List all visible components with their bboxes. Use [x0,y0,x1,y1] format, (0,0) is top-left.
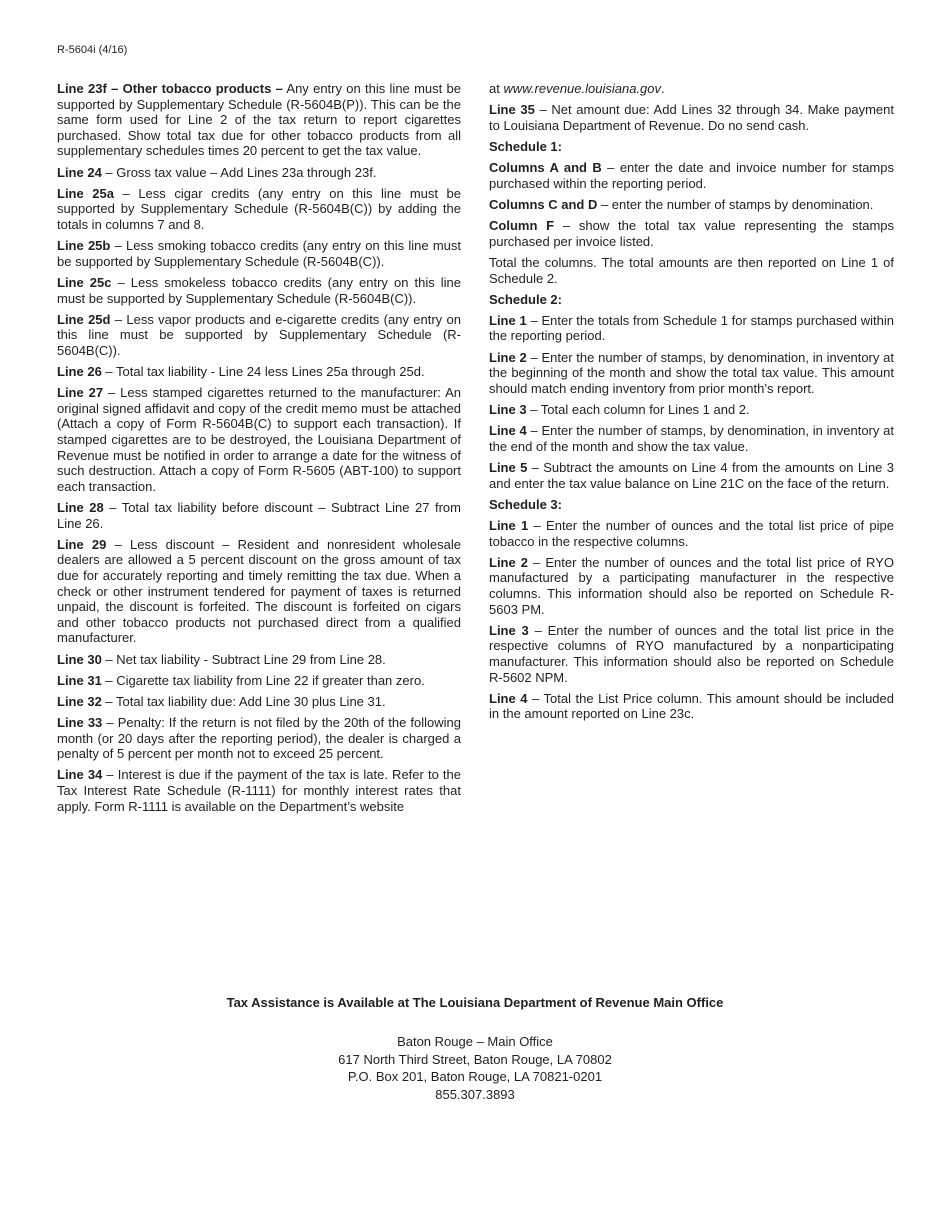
line-label: Line 35 [489,102,535,118]
line-32 [57,694,461,710]
schedule-2-line-1 [489,313,894,344]
street-address: 617 North Third Street, Baton Rouge, LA 70802 [338,1051,612,1067]
line-text: – Total tax liability due: Add Line 30 plus Line 31. [101,693,386,709]
line-25b [57,238,461,269]
line-text: – Total the List Price column. This amount should be included in the amount reported on Line 23c. [489,690,894,722]
line-text: – Enter the number of ounces and the total list price of RYO manufactured by a participating manufacturer in the respective columns. This information should also be reported on Schedule R-5603 PM. [489,554,894,617]
line-label: Columns C and D [489,196,598,212]
line-25a [57,186,461,233]
line-text: – Enter the number of stamps, by denomination, in inventory at the end of the month and show the tax value. [489,423,894,454]
line-label: Line 3 [489,402,527,418]
schedule-1-columns-a-b [489,160,894,191]
line-label: Line 25c [57,274,112,290]
line-text: – enter the date and invoice number for stamps purchased within the reporting period. [489,160,894,191]
schedule-1-heading: Schedule 1: [489,138,562,154]
line-28 [57,500,461,531]
line-text: – Total each column for Lines 1 and 2. [526,402,750,418]
schedule-3-heading: Schedule 3: [489,496,562,512]
line-label: Line 5 [489,460,528,475]
line-text: – Less vapor products and e-cigarette credits (any entry on this line must be supported by Supplementary Schedule (R-5604B(C)). [57,311,461,358]
line-text: Total the columns. The total amounts are then reported on Line 1 of Schedule 2. [489,254,894,286]
form-id: R-5604i (4/16) [57,44,128,56]
footer-title: Tax Assistance is Available at The Louisiana Department of Revenue Main Office [226,995,724,1010]
line-25d [57,312,461,359]
line-text: – Net tax liability - Subtract Line 29 from Line 28. [101,651,386,667]
schedule-3-line-1 [489,518,894,549]
line-label: Line 27 [57,385,104,401]
line-30 [57,652,461,668]
line-text: – enter the number of stamps by denomination. [597,196,874,212]
line-text: – Cigarette tax liability from Line 22 if greater than zero. [101,672,425,688]
schedule-3-line-4 [489,691,894,722]
schedule-3-line-2 [489,555,894,617]
line-29 [57,537,461,646]
line-label: Line 2 [489,349,527,365]
line-label: Line 4 [489,690,528,706]
line-35 [489,102,894,133]
line-31 [57,673,461,689]
po-box-address: P.O. Box 201, Baton Rouge, LA 70821-0201 [347,1069,603,1085]
line-label: Columns A and B [489,160,602,176]
schedule-2-heading: Schedule 2: [489,291,562,307]
line-label: Line 29 [57,536,107,552]
line-text: – Less cigar credits (any entry on this line must be supported by Supplementary Schedule (R-5604B(C)) by adding the totals in columns 7 and 8. [57,185,462,232]
line-label: Column F [489,218,555,234]
line-text: – Penalty: If the return is not filed by the 20th of the following month (or 20 days after the reporting period), the dealer is charged a penalty of 5 percent per month not to exceed 25 percent. [57,715,461,762]
line-text: – Gross tax value – Add Lines 23a through 23f. [101,164,377,180]
line-34 [57,767,461,814]
line-label: Line 25a [57,185,114,201]
line-label: Line 31 [57,672,102,688]
line-label: Line 23f – Other tobacco products – [57,81,283,96]
left-column [57,81,461,820]
line-label: Line 25d [57,311,111,327]
line-text: – Less stamped cigarettes returned to the manufacturer: An original signed affidavit and copy of the credit memo must be attached (Attach a copy of Form R-5604B(C) to support each transaction). If stamped cigarettes are to be destroyed, the Louisiana Department of Revenue must be notified in order to arrange a date for the witness of such destruction. Attach a copy of Form R-5605 (ABT-100) to support each transaction. [57,385,462,494]
line-text: – Less smoking tobacco credits (any entry on this line must be supported by Supplementary Schedule (R-5604B(C)). [57,238,461,269]
line-label: Line 1 [489,312,527,328]
schedule-1-columns-c-d [489,197,894,213]
line-34-continuation: at www.revenue.louisiana.gov. [489,81,665,96]
line-text: – Total tax liability - Line 24 less Lines 25a through 25d. [101,364,425,380]
line-text: – Enter the number of ounces and the total list price in the respective columns of RYO manufactured by a nonparticipating manufacturer. This information should also be reported on Schedule R-5602 NPM. [489,622,894,685]
line-text: – Net amount due: Add Lines 32 through 34. Make payment to Louisiana Department of Revenue. Do no send cash. [489,102,894,133]
line-label: Line 2 [489,554,528,570]
schedule-2-line-4 [489,423,894,454]
line-25c [57,275,461,306]
line-label: Line 1 [489,517,529,533]
line-text: – Enter the totals from Schedule 1 for stamps purchased within the reporting period. [489,312,894,344]
line-label: Line 4 [489,423,527,439]
line-26 [57,364,461,380]
line-label: Line 26 [57,364,102,380]
line-text: – Enter the number of ounces and the total list price of pipe tobacco in the respective columns. [489,517,894,549]
line-text: Any entry on this line must be supported by Supplementary Schedule (R-5604B(P)). This can be the same form used for Line 2 of the tax return to report cigarettes purchased. Show total tax due for other tobacco products from all supplementary schedules times 20 percent to get the tax value. [57,81,461,159]
website-link[interactable]: www.revenue.louisiana.gov [503,81,662,96]
phone-number: 855.307.3893 [435,1086,515,1102]
line-text: – Total tax liability before discount – Subtract Line 27 from Line 26. [57,500,461,531]
line-label: Line 33 [57,715,103,731]
schedule-3-line-3 [489,623,894,685]
line-27 [57,385,461,494]
line-label: Line 32 [57,693,102,709]
schedule-2-line-3 [489,402,894,418]
line-label: Line 3 [489,622,529,638]
line-label: Line 34 [57,767,103,783]
right-column [489,81,894,727]
schedule-1-total [489,255,894,286]
line-33 [57,715,461,762]
line-label: Line 28 [57,500,104,515]
tax-assistance-footer [0,995,950,1103]
line-24 [57,165,461,181]
line-text: – show the total tax value representing the stamps purchased per invoice listed. [489,218,895,249]
line-text: – Subtract the amounts on Line 4 from the amounts on Line 3 and enter the tax value balance on Line 21C on the face of the return. [489,460,894,491]
line-text: – Interest is due if the payment of the tax is late. Refer to the Tax Interest Rate Schedule (R-1111) for monthly interest rates that apply. Form R-1111 is available on the Department’s website [57,767,461,814]
line-text: – Less discount – Resident and nonresident wholesale dealers are allowed a 5 percent discount on the gross amount of tax due for accurately reporting and timely remitting the tax due. When a check or other instrument tendered for payment of taxes is returned unpaid, the discount is forfeited. The discount is forfeited on cigars and other tobacco products not purchased direct from a qualified manufacturer. [57,536,461,646]
office-name: Baton Rouge – Main Office [397,1034,553,1049]
line-label: Line 30 [57,651,102,667]
line-label: Line 24 [57,164,102,180]
line-text: – Less smokeless tobacco credits (any entry on this line must be supported by Supplementary Schedule (R-5604B(C)). [57,274,461,306]
line-23f [57,81,461,159]
line-text: – Enter the number of stamps, by denomination, in inventory at the beginning of the month and show the total tax value. This amount should match ending inventory from prior month’s report. [489,349,894,396]
schedule-1-column-f [489,218,894,249]
schedule-2-line-5 [489,460,894,491]
schedule-2-line-2 [489,350,894,397]
office-address-block [0,1033,950,1103]
line-label: Line 25b [57,238,111,254]
